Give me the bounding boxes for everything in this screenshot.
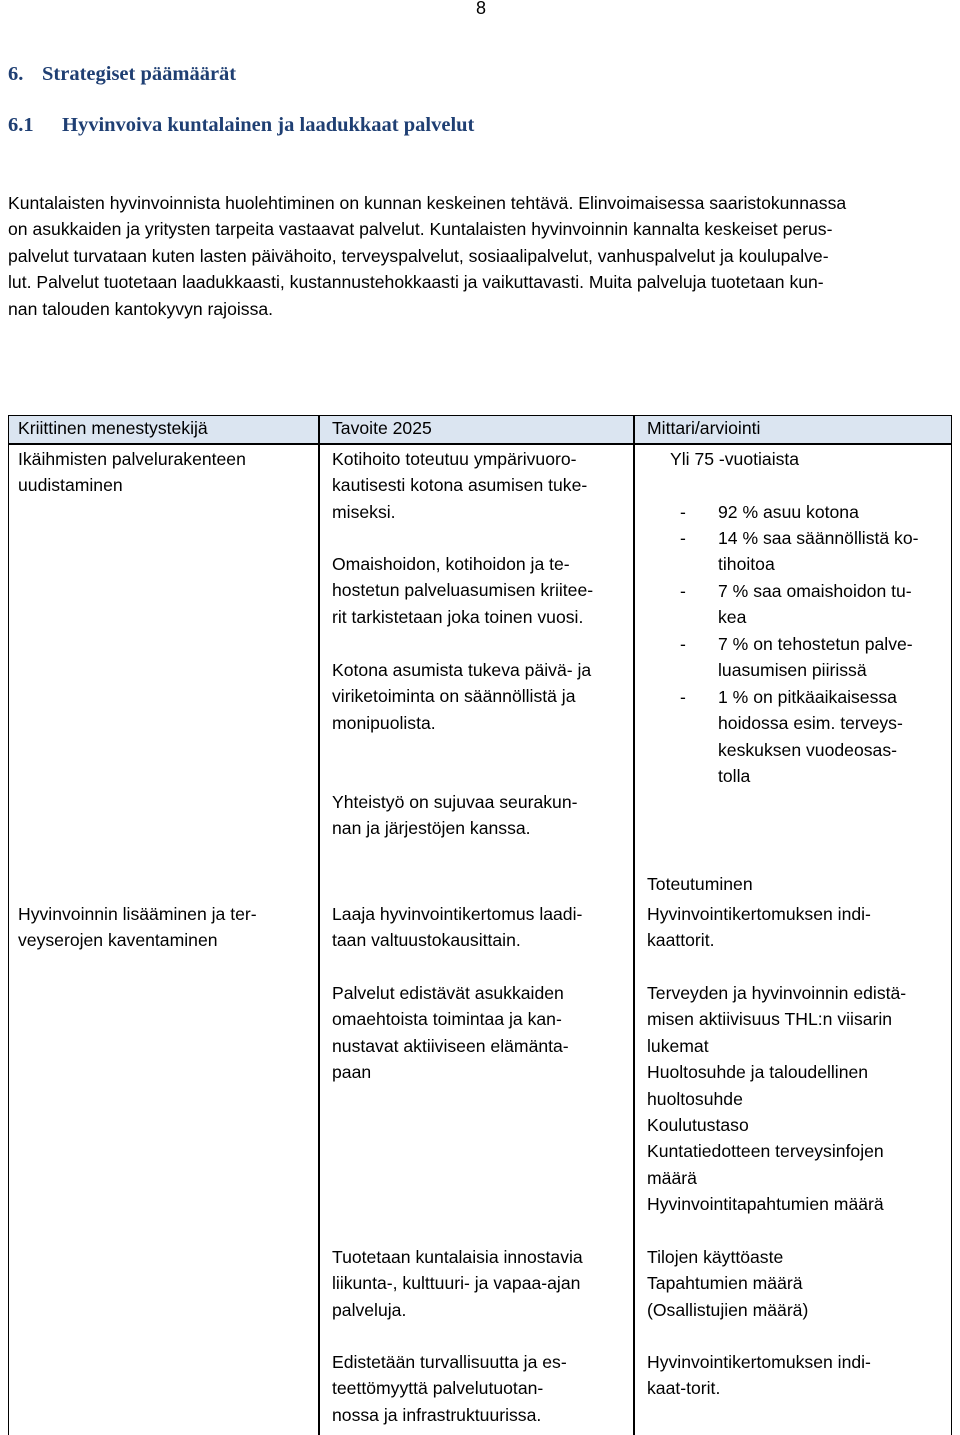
bullet-text: 7 % saa omaishoidon tu-	[718, 581, 912, 601]
page-number: 8	[475, 0, 486, 18]
section-title: Strategiset päämäärät	[42, 63, 237, 85]
row1-goal-line: nan ja järjestöjen kanssa.	[332, 818, 531, 839]
bullet-text: keskuksen vuodeosas-	[718, 739, 897, 760]
metric-bullet	[680, 499, 950, 526]
bullet-dash: -	[680, 634, 686, 654]
bullet-text: 7 % on tehostetun palve-	[718, 634, 913, 654]
row2-goal-line: paan	[332, 1062, 372, 1083]
row2-metric-4	[647, 1349, 871, 1402]
row2-goal-line: omaehtoista toimintaa ja kan-	[332, 1009, 562, 1030]
header-goal: Tavoite 2025	[332, 418, 432, 438]
row1-factor-line: Ikäihmisten palvelurakenteen	[18, 449, 246, 469]
row1-metric-title: Yli 75 -vuotiaista	[670, 449, 800, 469]
intro-line: Kuntalaisten hyvinvoinnista huolehtiminen on kunnan keskeinen tehtävä. Elinvoimaisessa saaristokunnassa	[8, 193, 847, 213]
row1-factor	[18, 446, 246, 499]
row1-goal-line: Kotona asumista tukeva päivä- ja	[332, 660, 592, 680]
intro-paragraph	[8, 190, 953, 322]
bullet-text: tolla	[718, 766, 751, 787]
subsection-heading	[8, 114, 474, 137]
row2-goal-line: taan valtuustokausittain.	[332, 930, 521, 951]
row2-goal-line: nossa ja infrastruktuurissa.	[332, 1404, 542, 1425]
row2-goal-line: Laaja hyvinvointikertomus laadi-	[332, 904, 583, 924]
intro-line: palvelut turvataan kuten lasten päivähoito, terveyspalvelut, sosiaalipalvelut, vanhuspalvelut ja koulupalve-	[8, 245, 829, 266]
row2-factor-line: Hyvinvoinnin lisääminen ja ter-	[18, 904, 257, 924]
row2-goal-line: Tuotetaan kuntalaisia innostavia	[332, 1247, 583, 1267]
table-header-divider	[8, 443, 952, 445]
intro-line: lut. Palvelut tuotetaan laadukkaasti, kustannustehokkaasti ja vaikuttavasti. Muita palveluja tuotetaan kun-	[8, 272, 824, 293]
row1-goal-line: miseksi.	[332, 501, 396, 522]
row1-goal-line: Kotihoito toteutuu ympärivuoro-	[332, 449, 577, 469]
column-divider	[633, 415, 635, 1435]
column-divider	[318, 415, 320, 1435]
row1-goal-line: viriketoiminta on säännöllistä ja	[332, 686, 576, 707]
row2-goal-line: Palvelut edistävät asukkaiden	[332, 983, 564, 1003]
row2-metric-line: Hyvinvointikertomuksen indi-	[647, 1352, 871, 1372]
metric-bullet	[680, 631, 950, 684]
row2-metric-line: Tapahtumien määrä	[647, 1273, 803, 1294]
row1-goal-4	[332, 789, 577, 842]
row1-goal-line: hostetun palveluasumisen kriitee-	[332, 580, 594, 601]
row1-factor-line: uudistaminen	[18, 475, 123, 496]
bullet-text: luasumisen piirissä	[718, 660, 867, 681]
row1-goal-line: Omaishoidon, kotihoidon ja te-	[332, 554, 570, 574]
row2-metric-line: kaattorit.	[647, 930, 715, 951]
row2-metric-line: (Osallistujien määrä)	[647, 1299, 809, 1320]
row2-goal-4	[332, 1349, 567, 1428]
bullet-text: 14 % saa säännöllistä ko-	[718, 528, 919, 548]
row2-metric-line: huoltosuhde	[647, 1088, 743, 1109]
bullet-text: 1 % on pitkäaikaisessa	[718, 687, 897, 707]
metric-bullet	[680, 578, 950, 631]
row1-goal-line: monipuolista.	[332, 712, 436, 733]
row2-goal-line: Edistetään turvallisuutta ja es-	[332, 1352, 567, 1372]
bullet-text: tihoitoa	[718, 554, 775, 575]
bullet-text: 92 % asuu kotona	[718, 502, 859, 522]
row2-goal-line: liikunta-, kulttuuri- ja vapaa-ajan	[332, 1273, 581, 1294]
bullet-text: kea	[718, 607, 747, 628]
row2-metric-line: lukemat	[647, 1035, 709, 1056]
bullet-dash: -	[680, 687, 686, 707]
row2-metric-1	[647, 901, 871, 954]
row2-metric-line: Hyvinvointikertomuksen indi-	[647, 904, 871, 924]
row2-metric-3	[647, 1244, 808, 1323]
row2-metric-line: Koulutustaso	[647, 1115, 749, 1136]
row2-metric-line: Tilojen käyttöaste	[647, 1247, 784, 1267]
row1-goal-2	[332, 551, 593, 630]
metric-bullet	[680, 525, 950, 578]
bullet-text: hoidossa esim. terveys-	[718, 713, 903, 734]
row2-metric-line: Terveyden ja hyvinvoinnin edistä-	[647, 983, 907, 1003]
metric-bullet	[680, 684, 950, 790]
row2-metric-line: kaat-torit.	[647, 1378, 721, 1399]
row2-goal-2	[332, 980, 569, 1086]
row2-factor	[18, 901, 257, 954]
bullet-dash: -	[680, 528, 686, 548]
row2-metric-line: Hyvinvointitapahtumien määrä	[647, 1194, 884, 1215]
intro-line: on asukkaiden ja yritysten tarpeita vastaavat palvelut. Kuntalaisten hyvinvoinnin kannalta keskeiset perus-	[8, 219, 833, 240]
row2-goal-3	[332, 1244, 583, 1323]
row2-metric-line: Huoltosuhde ja taloudellinen	[647, 1062, 869, 1083]
section-number: 6.	[8, 63, 24, 85]
row2-metric-2	[647, 980, 906, 1218]
header-metric: Mittari/arviointi	[647, 418, 761, 438]
subsection-number: 6.1	[8, 114, 34, 136]
row2-metric-heading: Toteutuminen	[647, 874, 753, 894]
header-critical-factor: Kriittinen menestystekijä	[18, 418, 208, 438]
row1-goal-line: Yhteistyö on sujuvaa seurakun-	[332, 792, 578, 812]
row2-metric-line: misen aktiivisuus THL:n viisarin	[647, 1009, 893, 1030]
intro-line: nan talouden kantokyvyn rajoissa.	[8, 298, 274, 319]
row1-goal-line: kautisesti kotona asumisen tuke-	[332, 475, 588, 496]
row2-factor-line: veyserojen kaventaminen	[18, 930, 218, 951]
row2-metric-line: määrä	[647, 1167, 697, 1188]
row1-goal-3	[332, 657, 591, 736]
row2-goal-line: nustavat aktiiviseen elämänta-	[332, 1035, 569, 1056]
bullet-dash: -	[680, 581, 686, 601]
row1-goal-line: rit tarkistetaan joka toinen vuosi.	[332, 606, 584, 627]
bullet-dash: -	[680, 502, 686, 522]
section-heading	[8, 63, 236, 86]
row2-goal-line: teettömyyttä palvelutuotan-	[332, 1378, 544, 1399]
row2-goal-1	[332, 901, 582, 954]
row1-goal-1	[332, 446, 587, 525]
subsection-title: Hyvinvoiva kuntalainen ja laadukkaat palvelut	[62, 114, 475, 136]
row2-goal-line: palveluja.	[332, 1299, 407, 1320]
row2-metric-line: Kuntatiedotteen terveysinfojen	[647, 1141, 884, 1162]
